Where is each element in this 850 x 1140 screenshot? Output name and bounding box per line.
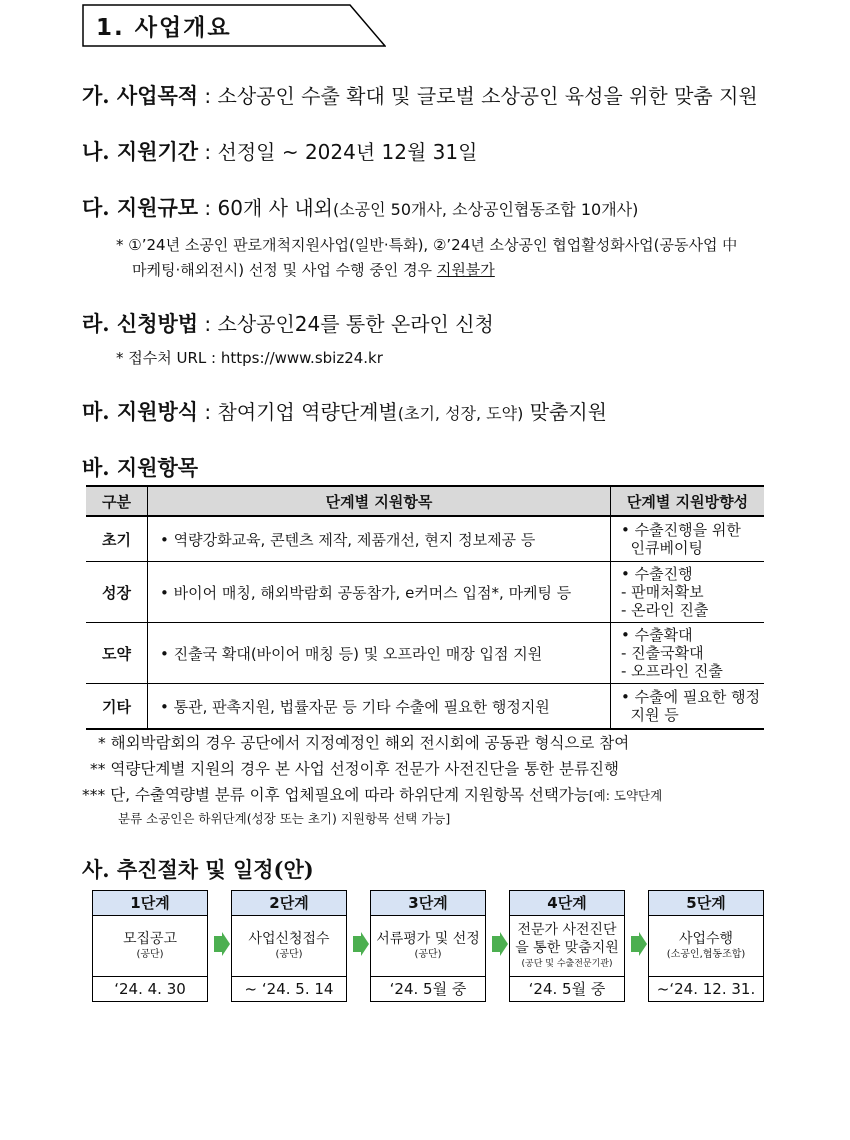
- purpose-text: 소상공인 수출 확대 및 글로벌 소상공인 육성을 위한 맞춤 지원: [217, 84, 758, 108]
- row-description: • 통관, 판촉지원, 법률자문 등 기타 수출에 필요한 행정지원: [148, 684, 611, 730]
- step-body: [648, 916, 764, 976]
- step-body: [231, 916, 347, 976]
- step-body: [92, 916, 208, 976]
- step-header: 4단계: [509, 890, 625, 916]
- step-sub: (공단 및 수출전문기관): [521, 959, 613, 969]
- step-sub: (공단): [414, 949, 442, 960]
- method-paren: (초기, 성장, 도약): [397, 404, 524, 423]
- step-sub: (공단): [275, 949, 303, 960]
- procedure-step-2: [231, 890, 347, 1002]
- step-sub: (공단): [136, 949, 164, 960]
- footnote-3-text: *** 단, 수출역량별 분류 이후 업체필요에 따라 하위단계 지원항목 선택가능: [82, 786, 589, 804]
- direction-line: - 판매처확보: [621, 583, 704, 601]
- step-date: ~ ‘24. 5. 14: [231, 976, 347, 1002]
- procedure-heading: [82, 854, 314, 884]
- step-header: 5단계: [648, 890, 764, 916]
- direction-line: • 수출진행을 위한: [621, 521, 741, 539]
- scale-note-line1: * ①’24년 소공인 판로개척지원사업(일반·특화), ②’24년 소상공인 협업활성화사업(공동사업 中: [116, 236, 738, 254]
- scale-label: 다. 지원규모: [82, 195, 199, 220]
- footnote-3: [82, 783, 662, 805]
- direction-line: • 수출진행: [621, 565, 693, 583]
- table-header-items: 단계별 지원항목: [148, 486, 611, 516]
- direction-line: • 수출에 필요한 행정: [621, 688, 761, 706]
- scale-sep: :: [198, 196, 218, 220]
- step-body: [370, 916, 486, 976]
- row-description: • 바이어 매칭, 해외박람회 공동참가, e커머스 입점*, 마케팅 등: [148, 562, 611, 623]
- procedure-title: 사. 추진절차 및 일정(안): [82, 857, 314, 882]
- step-header: 2단계: [231, 890, 347, 916]
- method-line: [82, 396, 607, 426]
- table-row: [86, 623, 764, 684]
- step-header: 1단계: [92, 890, 208, 916]
- scale-note-line2-text: 마케팅·해외전시) 선정 및 사업 수행 중인 경우: [132, 261, 437, 279]
- method-tail: 맞춤지원: [523, 400, 607, 424]
- step-arrow-icon: [490, 932, 508, 956]
- period-text: 선정일 ~ 2024년 12월 31일: [217, 140, 478, 164]
- step-date: ~‘24. 12. 31.: [648, 976, 764, 1002]
- footnote-3-example: [예: 도약단계: [588, 788, 663, 803]
- footnote-3-cont: 분류 소공인은 하위단계(성장 또는 초기) 지원항목 선택 가능]: [118, 811, 451, 826]
- support-items-heading: [82, 452, 198, 482]
- row-direction: [611, 516, 765, 562]
- direction-line: - 진출국확대: [621, 644, 704, 662]
- row-direction: [611, 562, 765, 623]
- step-main: 전문가 사전진단을 통한 맞춤지원: [515, 922, 619, 956]
- step-main: 서류평가 및 선정: [376, 931, 480, 947]
- scale-note-line2: [132, 259, 495, 280]
- footnote-2: ** 역량단계별 지원의 경우 본 사업 선정이후 전문가 사전진단을 통한 분류진행: [90, 760, 619, 778]
- period-line: [82, 136, 477, 166]
- table-row: [86, 684, 764, 730]
- purpose-sep: :: [198, 84, 218, 108]
- step-arrow-icon: [351, 932, 369, 956]
- scale-paren: (소공인 50개사, 소상공인협동조합 10개사): [332, 200, 639, 219]
- purpose-label: 가. 사업목적: [82, 83, 199, 108]
- step-sub: (소공인,협동조합): [666, 949, 746, 960]
- period-sep: :: [198, 140, 218, 164]
- table-header-row: [86, 486, 764, 516]
- table-header-category: 구분: [86, 486, 148, 516]
- step-arrow-icon: [212, 932, 230, 956]
- row-description: • 역량강화교육, 콘텐츠 제작, 제품개선, 현지 정보제공 등: [148, 516, 611, 562]
- step-main: 사업수행: [678, 931, 734, 947]
- apply-text: 소상공인24를 통한 온라인 신청: [217, 312, 494, 336]
- row-category: 기타: [86, 684, 148, 730]
- row-category: 도약: [86, 623, 148, 684]
- purpose-line: [82, 80, 758, 110]
- step-main: 모집공고: [122, 931, 178, 947]
- scale-line: [82, 192, 638, 222]
- direction-line: • 수출확대: [621, 626, 693, 644]
- scale-text: 60개 사 내외: [217, 196, 333, 220]
- direction-line: - 오프라인 진출: [621, 662, 723, 680]
- apply-label: 라. 신청방법: [82, 311, 199, 336]
- step-date: ‘24. 5월 중: [370, 976, 486, 1002]
- direction-line: 지원 등: [621, 706, 679, 724]
- apply-url-note: * 접수처 URL : https://www.sbiz24.kr: [116, 349, 383, 367]
- method-label: 마. 지원방식: [82, 399, 199, 424]
- step-header: 3단계: [370, 890, 486, 916]
- footnote-1: * 해외박람회의 경우 공단에서 지정예정인 해외 전시회에 공동관 형식으로 참여: [98, 734, 630, 752]
- direction-line: - 온라인 진출: [621, 601, 709, 619]
- direction-line: 인큐베이팅: [621, 539, 703, 557]
- table-row: [86, 516, 764, 562]
- step-date: ‘24. 5월 중: [509, 976, 625, 1002]
- step-body: [509, 916, 625, 976]
- step-main: 사업신청접수: [248, 931, 330, 947]
- table-row: [86, 562, 764, 623]
- support-items-table: [86, 485, 764, 730]
- period-label: 나. 지원기간: [82, 139, 199, 164]
- step-date: ‘24. 4. 30: [92, 976, 208, 1002]
- table-header-direction: 단계별 지원방향성: [611, 486, 765, 516]
- row-description: • 진출국 확대(바이어 매칭 등) 및 오프라인 매장 입점 지원: [148, 623, 611, 684]
- row-direction: [611, 623, 765, 684]
- row-category: 성장: [86, 562, 148, 623]
- row-category: 초기: [86, 516, 148, 562]
- apply-line: [82, 308, 494, 338]
- section-title: 1. 사업개요: [96, 15, 232, 41]
- support-items-label: 바. 지원항목: [82, 455, 199, 480]
- scale-note-ineligible: 지원불가: [436, 261, 495, 279]
- step-arrow-icon: [629, 932, 647, 956]
- procedure-step-1: [92, 890, 208, 1002]
- apply-sep: :: [198, 312, 218, 336]
- procedure-step-3: [370, 890, 486, 1002]
- method-text: 참여기업 역량단계별: [217, 400, 398, 424]
- method-sep: :: [198, 400, 218, 424]
- procedure-step-4: [509, 890, 625, 1002]
- row-direction: [611, 684, 765, 730]
- procedure-step-5: [648, 890, 764, 1002]
